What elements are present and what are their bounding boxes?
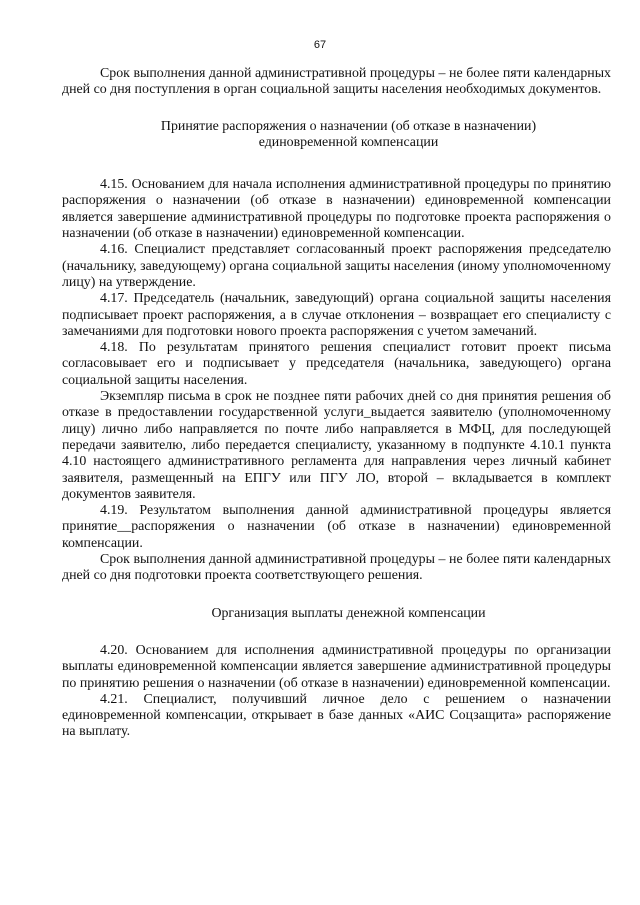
spacer	[62, 151, 611, 177]
spacer	[62, 99, 611, 119]
section-heading-payment: Организация выплаты денежной компенсации	[211, 605, 486, 621]
paragraph-4-17: 4.17. Председатель (начальник, заведующий) органа социальной защиты населения подписывает проект распоряжения, а в случае отклонения – возвращает его специалисту с замечаниями для подготовки нового проекта распоряжения с учетом замечаний.	[62, 291, 611, 339]
spacer	[62, 585, 611, 606]
page-number: 67	[313, 39, 327, 51]
paragraph-4-15: 4.15. Основанием для начала исполнения административной процедуры по принятию распоряжения о назначении (об отказе в назначении) единовременной компенсации является завершение административной процедуры по подготовке проекта распоряжения о назначении (об отказе в назначении) единовременной компенсации.	[62, 177, 611, 242]
paragraph-4-20: 4.20. Основанием для исполнения административной процедуры по организации выплаты единовременной компенсации является завершение административной процедуры по принятию решения о назначении (об отказе в назначении) единовременной компенсации.	[62, 642, 611, 691]
paragraph-4-16: 4.16. Специалист представляет согласованный проект распоряжения председателю (начальнику, заведующему) органа социальной защиты населения (иному уполномоченному лицу) на утверждение.	[62, 242, 611, 290]
paragraph-term-2: Срок выполнения данной административной процедуры – не более пяти календарных дней со дня подготовки проекта соответствующего решения.	[62, 552, 611, 584]
paragraph-4-21: 4.21. Специалист, получивший личное дело с решением о назначении единовременной компенсации, открывает в базе данных «АИС Соцзащита» распоряжение на выплату.	[62, 691, 611, 740]
paragraph-letter-copy: Экземпляр письма в срок не позднее пяти рабочих дней со дня принятия решения об отказе в предоставлении государственной услуги_выдается заявителю (уполномоченному лицу) лично либо направляется по почте либо направляется в МФЦ, для последующей передачи заявителю, либо передается специалисту, указанному в подпункте 4.10.1 пункта 4.10 настоящего административного регламента для направления через личный кабинет заявителя, размещенный на ЕПГУ или ПГУ ЛО, второй – вкладывается в комплект документов заявителя.	[62, 389, 611, 502]
paragraph-4-18: 4.18. По результатам принятого решения специалист готовит проект письма согласовывает его и подписывает у председателя (начальника, заведующего) органа социальной защиты населения.	[62, 340, 611, 388]
paragraph-4-19: 4.19. Результатом выполнения данной административной процедуры является принятие__распоряжения о назначении (об отказе в назначении) единовременной компенсации.	[62, 503, 611, 551]
paragraph-term-1: Срок выполнения данной административной процедуры – не более пяти календарных дней со дня поступления в орган социальной защиты населения необходимых документов.	[62, 66, 611, 98]
section-heading-order-line-2: единовременной компенсации	[258, 134, 439, 150]
spacer	[62, 622, 611, 643]
section-heading-order-line-1: Принятие распоряжения о назначении (об отказе в назначении)	[160, 118, 537, 134]
document-body	[62, 66, 611, 741]
